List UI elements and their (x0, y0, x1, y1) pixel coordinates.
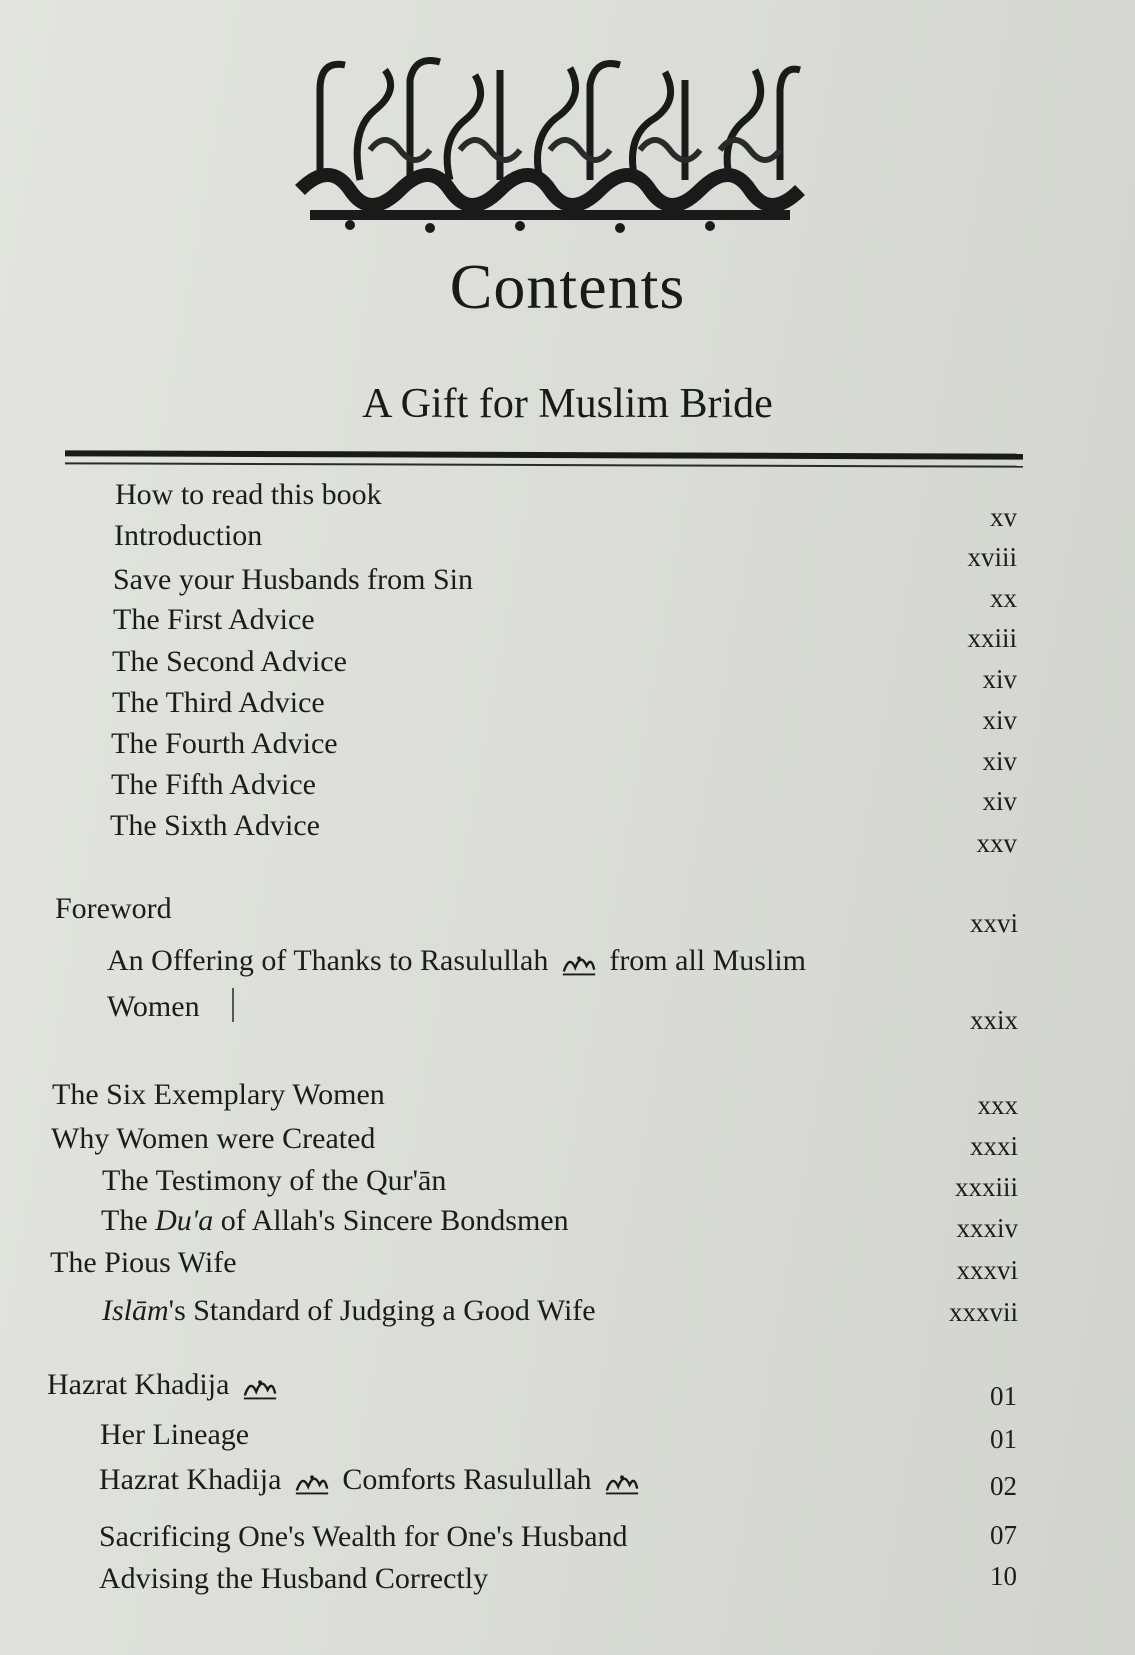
toc-page-number: 01 (990, 1424, 1017, 1454)
arabic-honorific-icon (560, 948, 598, 978)
divider-thin (65, 462, 1023, 467)
toc-page-number: xxxvi (956, 1255, 1018, 1285)
arabic-honorific-icon (241, 1372, 279, 1402)
toc-entry-offering-line2: Women (107, 990, 200, 1023)
toc-page-number: 10 (990, 1561, 1017, 1591)
toc-entry-islam-em: Islām (102, 1294, 169, 1327)
arabic-honorific-icon (603, 1467, 641, 1497)
toc-entry-foreword[interactable]: Foreword (55, 892, 172, 925)
toc-entry-fourth-advice[interactable]: The Fourth Advice (111, 727, 338, 760)
toc-page-number: 01 (990, 1381, 1017, 1411)
toc-page-number: xv (990, 502, 1017, 532)
toc-page-number: xiv (982, 746, 1017, 776)
toc-entry-dua-post: of Allah's Sincere Bondsmen (213, 1204, 569, 1237)
toc-entry-khadija[interactable] (47, 1368, 283, 1402)
toc-entry-save-husbands[interactable]: Save your Husbands from Sin (113, 563, 473, 596)
bismillah-calligraphy-icon (290, 40, 810, 235)
toc-entry-dua-em: Du'a (155, 1204, 214, 1237)
toc-page-number: xxxiii (954, 1172, 1018, 1202)
toc-entry-lineage[interactable]: Her Lineage (100, 1418, 250, 1451)
toc-entry-introduction[interactable]: Introduction (114, 519, 263, 552)
toc-entry-islam-standard[interactable] (102, 1294, 596, 1328)
toc-page-number: 07 (990, 1520, 1017, 1550)
toc-entry-advising[interactable]: Advising the Husband Correctly (99, 1562, 489, 1595)
toc-page-number: xxiii (967, 623, 1017, 653)
toc-entry-sacrificing[interactable]: Sacrificing One's Wealth for One's Husband (99, 1520, 628, 1553)
toc-entry-comforts[interactable] (99, 1463, 645, 1497)
toc-entry-second-advice[interactable]: The Second Advice (112, 645, 347, 678)
toc-entry-pious-wife[interactable]: The Pious Wife (50, 1246, 237, 1279)
page-title: Contents (449, 251, 686, 322)
toc-entry-dua-pre: The (101, 1204, 156, 1237)
toc-entry-fifth-advice[interactable]: The Fifth Advice (111, 768, 316, 801)
toc-page-number: xviii (967, 542, 1017, 572)
toc-entry-six-women[interactable]: The Six Exemplary Women (52, 1078, 385, 1111)
toc-entry-offering-text-cont: from all Muslim (609, 944, 806, 977)
toc-page-number: xiv (982, 786, 1017, 816)
toc-entry-testimony[interactable]: The Testimony of the Qur'ān (102, 1164, 447, 1197)
toc-page-number: xxxi (969, 1131, 1018, 1161)
toc-page-number: xx (990, 583, 1017, 613)
arabic-honorific-icon (293, 1467, 331, 1497)
divider-thick (65, 450, 1023, 459)
toc-page-number: xxx (977, 1090, 1018, 1120)
toc-entry-dua[interactable] (101, 1204, 569, 1238)
toc-page-number: xiv (982, 705, 1017, 735)
toc-entry-offering[interactable] (107, 944, 806, 978)
toc-entry-comforts-a: Hazrat Khadija (99, 1463, 282, 1496)
toc-entry-first-advice[interactable]: The First Advice (113, 603, 315, 636)
toc-page-number: 02 (990, 1471, 1017, 1501)
toc-page-number: xxvi (969, 908, 1018, 938)
toc-page-number: xxxvii (948, 1297, 1018, 1327)
toc-entry-how-to-read[interactable]: How to read this book (115, 478, 382, 511)
toc-entry-offering-text: An Offering of Thanks to Rasulullah (107, 944, 549, 977)
toc-entry-third-advice[interactable]: The Third Advice (112, 686, 325, 719)
toc-page-number: xxxiv (956, 1213, 1018, 1243)
toc-page-number: xxix (969, 1005, 1018, 1035)
toc-entry-khadija-text: Hazrat Khadija (47, 1368, 230, 1401)
toc-entry-sixth-advice[interactable]: The Sixth Advice (110, 809, 320, 842)
book-subtitle: A Gift for Muslim Bride (362, 381, 773, 427)
toc-entry-islam-post: 's Standard of Judging a Good Wife (168, 1294, 596, 1327)
toc-entry-comforts-b: Comforts Rasulullah (342, 1463, 592, 1496)
toc-entry-why-women[interactable]: Why Women were Created (51, 1122, 376, 1155)
toc-page-number: xiv (982, 664, 1017, 694)
toc-page-number: xxv (976, 828, 1017, 858)
text-cursor (232, 988, 234, 1022)
